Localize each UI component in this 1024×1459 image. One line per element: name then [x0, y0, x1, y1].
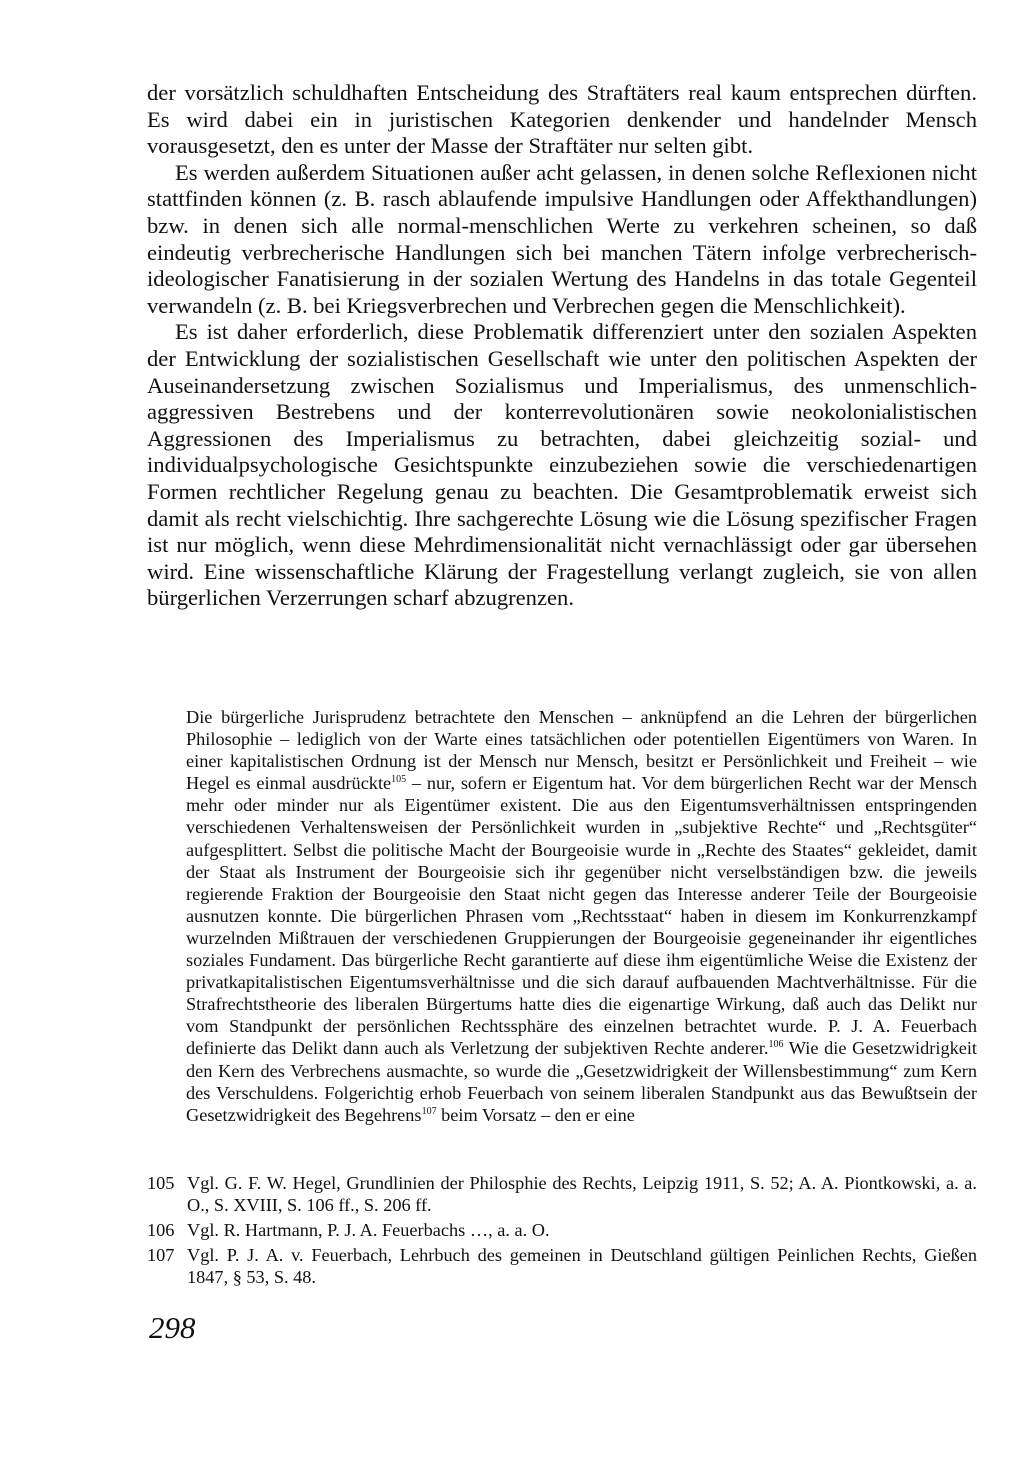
footnote-text: Vgl. P. J. A. v. Feuerbach, Lehrbuch des gemeinen in Deutschland gültigen Peinlichen Rechts, Gießen 1847, § 53, S. 48.	[187, 1245, 977, 1287]
excursus-paragraph	[186, 706, 977, 1126]
paragraph-2: Es werden außerdem Situationen außer acht gelassen, in denen solche Reflexionen nicht stattfinden können (z. B. rasch ablaufende impulsive Handlungen oder Affekthandlungen) bzw. in denen sich alle normal-menschlichen Werte zu verkehren scheinen, so daß eindeutig verbrecherische Handlungen sich bei manchen Tätern infolge verbrecherisch-ideologischer Fanatisierung in der sozialen Wertung des Handelns in das totale Gegenteil verwandeln (z. B. bei Kriegsverbrechen und Verbrechen gegen die Menschlichkeit).	[147, 159, 977, 318]
excursus-block	[186, 706, 977, 1126]
footnote-number: 105	[147, 1173, 175, 1193]
footnote	[147, 1172, 977, 1216]
footnote	[147, 1244, 977, 1288]
footnote-text: Vgl. G. F. W. Hegel, Grundlinien der Philosphie des Rechts, Leipzig 1911, S. 52; A. A. Piontkowski, a. a. O., S. XVIII, S. 106 ff., S. 206 ff.	[187, 1173, 977, 1215]
footnote-ref-106: 106	[768, 1039, 784, 1051]
footnote	[147, 1219, 977, 1241]
excursus-text-4: beim Vorsatz – den er eine	[436, 1104, 635, 1125]
excursus-text-3: Wie die Gesetzwidrigkeit den Kern des Verbrechens ausmachte, so wurde die „Gesetzwidrigkeit der Willensbestimmung“ zum Kern des Verschuldens. Folgerichtig erhob Feuerbach von seinem liberalen Standpunkt aus das Bewußtsein der Gesetzwidrigkeit des Begehrens	[186, 1038, 977, 1125]
footnote-number: 107	[147, 1245, 175, 1265]
excursus-text-1: Die bürgerliche Jurisprudenz betrachtete den Menschen – anknüpfend an die Lehren der bürgerlichen Philosophie – lediglich von der Warte eines tatsächlichen oder potentiellen Eigentümers von Waren. In einer kapitalistischen Ordnung ist der Mensch nur Mensch, besitzt er Persönlichkeit und Freiheit – wie Hegel es einmal ausdrückte	[186, 707, 977, 794]
footnote-number: 106	[147, 1220, 175, 1240]
footnote-ref-107: 107	[421, 1105, 437, 1117]
footnote-ref-105: 105	[391, 774, 407, 786]
paragraph-1: der vorsätzlich schuldhaften Entscheidung des Straftäters real kaum entsprechen dürften. Es wird dabei ein in juristischen Kategorien denkender und handelnder Mensch vorausgesetzt, den es unter der Masse der Straftäter nur selten gibt.	[147, 80, 977, 159]
paragraph-3: Es ist daher erforderlich, diese Problematik differenziert unter den sozialen Aspekten der Entwicklung der sozialistischen Gesellschaft wie unter den politischen Aspekten der Auseinandersetzung zwischen Sozialismus und Imperialismus, des unmenschlich-aggressiven Bestrebens und der konterrevolutionären sowie neokolonialistischen Aggressionen des Imperialismus zu betrachten, dabei gleichzeitig sozial- und individualpsychologische Gesichtspunkte einzubeziehen sowie die verschiedenartigen Formen rechtlicher Regelung genau zu beachten. Die Gesamtproblematik erweist sich damit als recht vielschichtig. Ihre sachgerechte Lösung wie die Lösung spezifischer Fragen ist nur möglich, wenn diese Mehrdimensionalität nicht vernachlässigt oder gar übersehen wird. Eine wissenschaftliche Klärung der Fragestellung verlangt zugleich, sie von allen bürgerlichen Verzerrungen scharf abzugrenzen.	[147, 319, 977, 611]
footnotes	[147, 1172, 977, 1291]
main-text	[147, 80, 977, 612]
footnote-text: Vgl. R. Hartmann, P. J. A. Feuerbachs …, a. a. O.	[187, 1220, 550, 1240]
excursus-text-2: – nur, sofern er Eigentum hat. Vor dem bürgerlichen Recht war der Mensch mehr oder minder nur als Eigentümer existent. Die aus den Eigentumsverhältnissen entspringenden verschiedenen Verhaltensweisen der Persönlichkeit wurden in „subjektive Rechte“ und „Rechtsgüter“ aufgesplittert. Selbst die politische Macht der Bourgeoisie wurde in „Rechte des Staates“ gekleidet, damit der Staat als Instrument der Bourgeoisie sich ihr gegenüber nicht verselbständigen bzw. die jeweils regierende Fraktion der Bourgeoisie den Staat nicht gegen das Interesse anderer Teile der Bourgeoisie ausnutzen konnte. Die bürgerlichen Phrasen vom „Rechtsstaat“ haben in diesem im Konkurrenzkampf wurzelnden Mißtrauen der verschiedenen Gruppierungen der Bourgeoisie gegeneinander ihr eigentliches soziales Fundament. Das bürgerliche Recht garantierte auf diese ihm eigentümliche Weise die Existenz der privatkapitalistischen Eigentumsverhältnisse und die sich darauf aufbauenden Machtverhältnisse. Für die Strafrechtstheorie des liberalen Bürgertums hatte dies die eigenartige Wirkung, daß auch das Delikt nur vom Standpunkt der persönlichen Rechtssphäre des einzelnen betrachtet wurde. P. J. A. Feuerbach definierte das Delikt dann auch als Verletzung der subjektiven Rechte anderer.	[186, 773, 977, 1059]
page-number: 298	[149, 1310, 196, 1345]
